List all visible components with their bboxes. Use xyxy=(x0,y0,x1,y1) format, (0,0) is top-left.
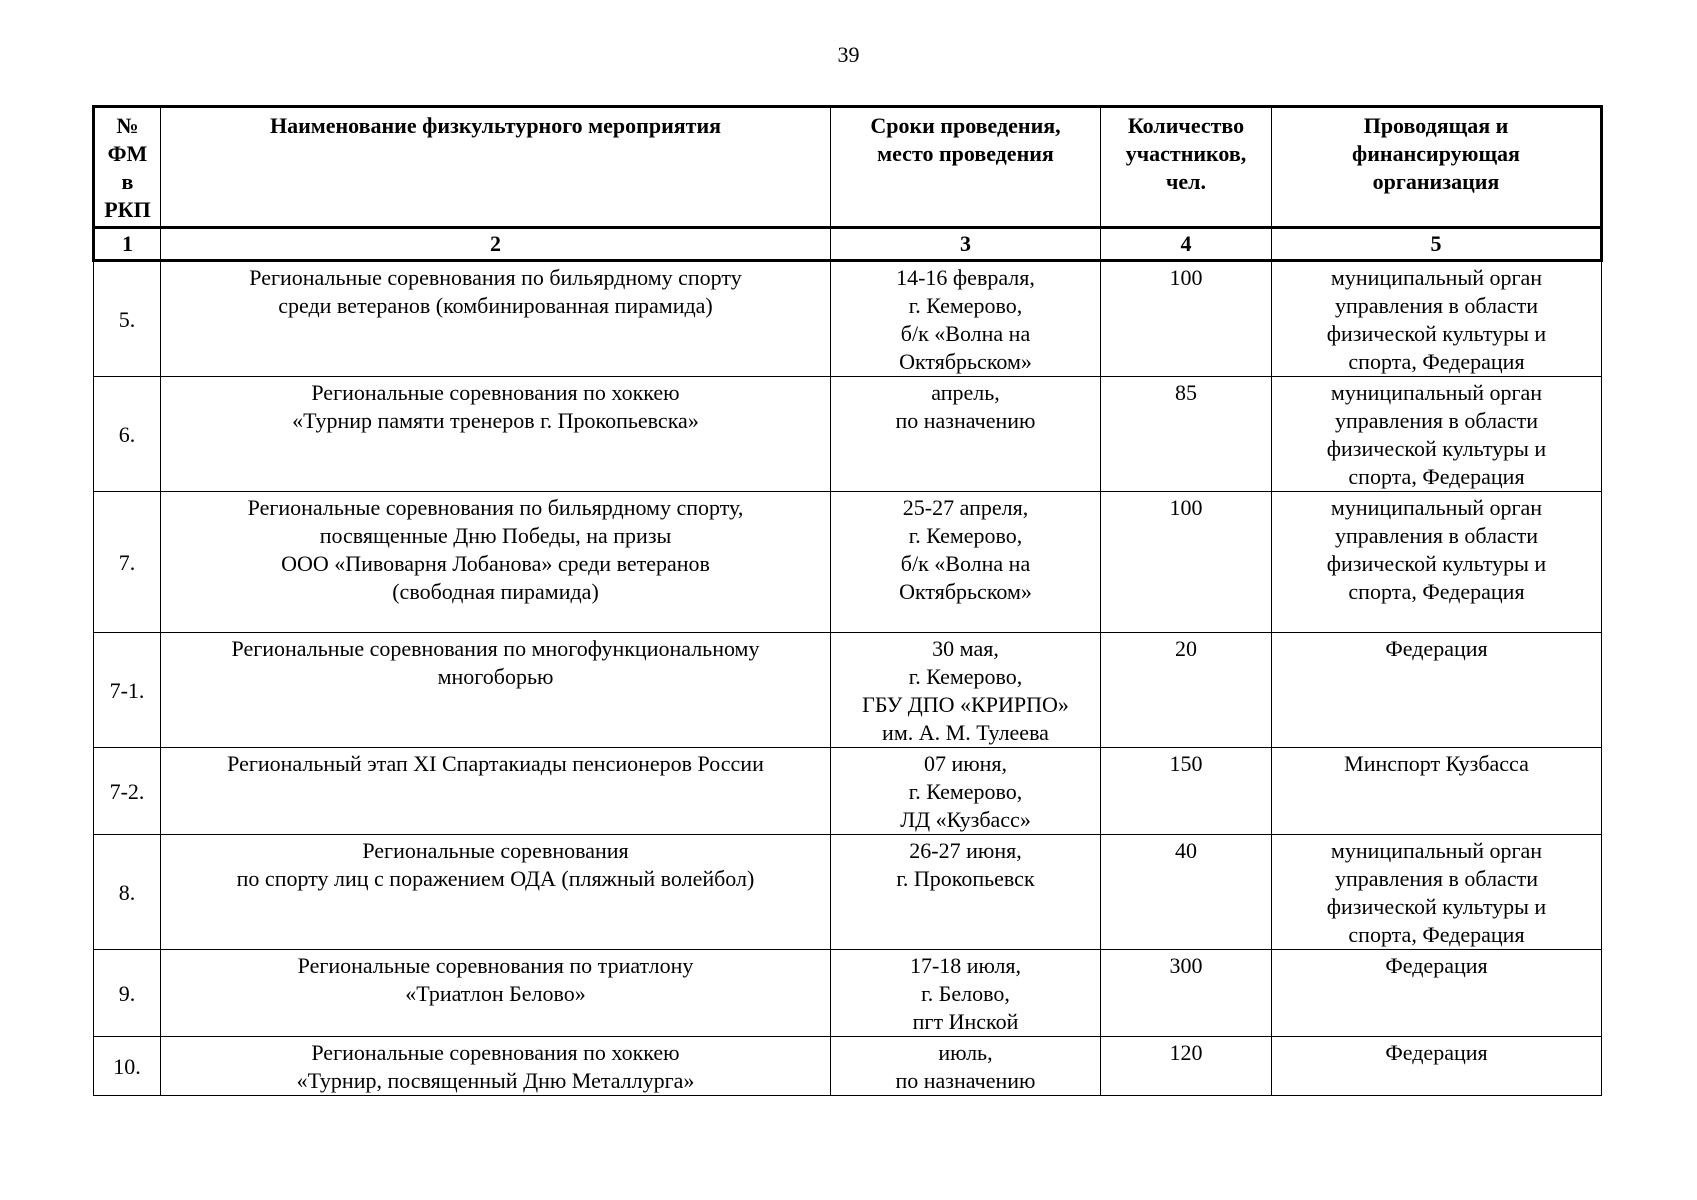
dates-place-line: ЛД «Кузбасс» xyxy=(900,807,1031,832)
dates-place-line: пгт Инской xyxy=(912,1009,1019,1034)
dates-place-line: по назначению xyxy=(895,408,1036,433)
dates-place-line: Октябрьском» xyxy=(899,579,1032,604)
dates-place-line: г. Кемерово, xyxy=(908,664,1023,689)
event-dates-place xyxy=(831,377,1101,492)
row-number: 7. xyxy=(94,492,161,633)
dates-place-line: 30 мая, xyxy=(932,636,999,661)
header-dates-place xyxy=(831,107,1101,228)
event-name-line: «Турнир, посвященный Дню Металлурга» xyxy=(296,1068,695,1093)
column-number: 3 xyxy=(831,228,1101,261)
organizer xyxy=(1272,835,1602,950)
organizer-line: Федерация xyxy=(1385,953,1488,978)
row-number: 5. xyxy=(94,261,161,377)
event-dates-place xyxy=(831,835,1101,950)
event-name xyxy=(161,1037,831,1096)
organizer-line: Федерация xyxy=(1385,636,1488,661)
participants-count: 300 xyxy=(1101,950,1272,1037)
participants-count: 150 xyxy=(1101,748,1272,835)
dates-place-line: 07 июня, xyxy=(923,751,1008,776)
row-number: 7-1. xyxy=(94,633,161,748)
organizer-line: муниципальный орган xyxy=(1330,838,1543,863)
event-name-line: (свободная пирамида) xyxy=(392,579,599,604)
dates-place-line: 14-16 февраля, xyxy=(896,265,1035,290)
dates-place-line: б/к «Волна на xyxy=(900,321,1031,346)
event-name-line: Региональные соревнования xyxy=(362,838,629,863)
column-number: 4 xyxy=(1101,228,1272,261)
event-dates-place xyxy=(831,633,1101,748)
column-numbers-row xyxy=(94,228,1602,261)
event-name-line: «Триатлон Белово» xyxy=(405,981,586,1006)
event-name-line: Региональные соревнования по хоккею xyxy=(311,380,680,405)
organizer-line: спорта, Федерация xyxy=(1348,349,1525,374)
organizer-line: физической культуры и xyxy=(1326,894,1547,919)
organizer-line: спорта, Федерация xyxy=(1348,579,1525,604)
dates-place-line: 25-27 апреля, xyxy=(902,495,1029,520)
event-name xyxy=(161,835,831,950)
row-number: 10. xyxy=(94,1037,161,1096)
dates-place-line: г. Кемерово, xyxy=(908,523,1023,548)
organizer xyxy=(1272,377,1602,492)
header-line: в xyxy=(121,169,134,194)
event-name-line: Региональные соревнования по хоккею xyxy=(311,1040,680,1065)
organizer xyxy=(1272,261,1602,377)
event-dates-place xyxy=(831,1037,1101,1096)
dates-place-line: 26-27 июня, xyxy=(909,838,1022,863)
organizer-line: управления в области xyxy=(1335,408,1538,433)
header-line: организация xyxy=(1372,169,1500,194)
table-header-row xyxy=(94,107,1602,228)
header-line: Количество xyxy=(1127,113,1245,138)
header-line: Проводящая и xyxy=(1363,113,1509,138)
event-name-line: «Турнир памяти тренеров г. Прокопьевска» xyxy=(292,408,699,433)
event-name-line: ООО «Пивоварня Лобанова» среди ветеранов xyxy=(281,551,710,576)
participants-count: 100 xyxy=(1101,492,1272,633)
organizer xyxy=(1272,1037,1602,1096)
header-number xyxy=(94,107,161,228)
header-event-name xyxy=(161,107,831,228)
table-row xyxy=(94,492,1602,633)
organizer xyxy=(1272,633,1602,748)
header-line: финансирующая xyxy=(1352,141,1520,166)
dates-place-line: июль, xyxy=(938,1040,993,1065)
dates-place-line: г. Кемерово, xyxy=(908,293,1023,318)
organizer-line: муниципальный орган xyxy=(1330,265,1543,290)
column-number: 1 xyxy=(94,228,161,261)
event-name xyxy=(161,950,831,1037)
participants-count: 20 xyxy=(1101,633,1272,748)
event-dates-place xyxy=(831,492,1101,633)
organizer-line: физической культуры и xyxy=(1326,551,1547,576)
header-participants xyxy=(1101,107,1272,228)
organizer xyxy=(1272,748,1602,835)
event-name-line: Региональные соревнования по триатлону xyxy=(297,953,694,978)
organizer-line: Федерация xyxy=(1385,1040,1488,1065)
event-name-line: многоборью xyxy=(437,664,554,689)
participants-count: 85 xyxy=(1101,377,1272,492)
event-name-line: по спорту лиц с поражением ОДА (пляжный волейбол) xyxy=(236,866,755,891)
dates-place-line: г. Кемерово, xyxy=(908,779,1023,804)
organizer-line: управления в области xyxy=(1335,866,1538,891)
dates-place-line: Октябрьском» xyxy=(899,349,1032,374)
row-number: 6. xyxy=(94,377,161,492)
organizer xyxy=(1272,492,1602,633)
event-name-line: Региональные соревнования по бильярдному спорту xyxy=(249,265,742,290)
event-name xyxy=(161,748,831,835)
table-row xyxy=(94,1037,1602,1096)
dates-place-line: апрель, xyxy=(931,380,1000,405)
header-line: РКП xyxy=(104,197,151,222)
participants-count: 120 xyxy=(1101,1037,1272,1096)
event-name xyxy=(161,377,831,492)
table-row xyxy=(94,835,1602,950)
page-number: 39 xyxy=(837,42,860,67)
organizer-line: муниципальный орган xyxy=(1330,495,1543,520)
row-number: 8. xyxy=(94,835,161,950)
row-number: 7-2. xyxy=(94,748,161,835)
table-row xyxy=(94,377,1602,492)
events-table xyxy=(92,105,1603,1096)
header-line: № xyxy=(116,113,139,138)
table-row xyxy=(94,633,1602,748)
organizer-line: физической культуры и xyxy=(1326,436,1547,461)
dates-place-line: 17-18 июля, xyxy=(909,953,1022,978)
organizer-line: управления в области xyxy=(1335,293,1538,318)
header-organizer xyxy=(1272,107,1602,228)
header-line: ФМ xyxy=(107,141,148,166)
organizer-line: спорта, Федерация xyxy=(1348,464,1525,489)
column-number: 2 xyxy=(161,228,831,261)
header-line: Наименование физкультурного мероприятия xyxy=(269,113,722,138)
organizer-line: спорта, Федерация xyxy=(1348,922,1525,947)
header-line: Сроки проведения, xyxy=(870,113,1061,138)
dates-place-line: г. Белово, xyxy=(921,981,1010,1006)
event-name-line: среди ветеранов (комбинированная пирамида) xyxy=(278,293,713,318)
organizer-line: Минспорт Кузбасса xyxy=(1344,751,1529,776)
event-dates-place xyxy=(831,950,1101,1037)
table-row xyxy=(94,950,1602,1037)
event-name-line: Региональные соревнования по многофункциональному xyxy=(231,636,760,661)
organizer-line: управления в области xyxy=(1335,523,1538,548)
event-name-line: Региональный этап XI Спартакиады пенсионеров России xyxy=(227,751,764,776)
dates-place-line: им. А. М. Тулеева xyxy=(882,720,1049,745)
event-dates-place xyxy=(831,261,1101,377)
organizer-line: муниципальный орган xyxy=(1330,380,1543,405)
header-line: участников, xyxy=(1125,141,1247,166)
header-line: чел. xyxy=(1165,169,1206,194)
participants-count: 100 xyxy=(1101,261,1272,377)
event-name xyxy=(161,492,831,633)
participants-count: 40 xyxy=(1101,835,1272,950)
column-number: 5 xyxy=(1272,228,1602,261)
event-name-line: Региональные соревнования по бильярдному спорту, xyxy=(247,495,744,520)
event-dates-place xyxy=(831,748,1101,835)
event-name-line: посвященные Дню Победы, на призы xyxy=(319,523,672,548)
dates-place-line: по назначению xyxy=(895,1068,1036,1093)
header-line: место проведения xyxy=(877,141,1054,166)
table-row xyxy=(94,261,1602,377)
event-name xyxy=(161,633,831,748)
organizer-line: физической культуры и xyxy=(1326,321,1547,346)
dates-place-line: ГБУ ДПО «КРИРПО» xyxy=(862,692,1069,717)
event-name xyxy=(161,261,831,377)
row-number: 9. xyxy=(94,950,161,1037)
dates-place-line: г. Прокопьевск xyxy=(896,866,1035,891)
table-row xyxy=(94,748,1602,835)
dates-place-line: б/к «Волна на xyxy=(900,551,1031,576)
organizer xyxy=(1272,950,1602,1037)
